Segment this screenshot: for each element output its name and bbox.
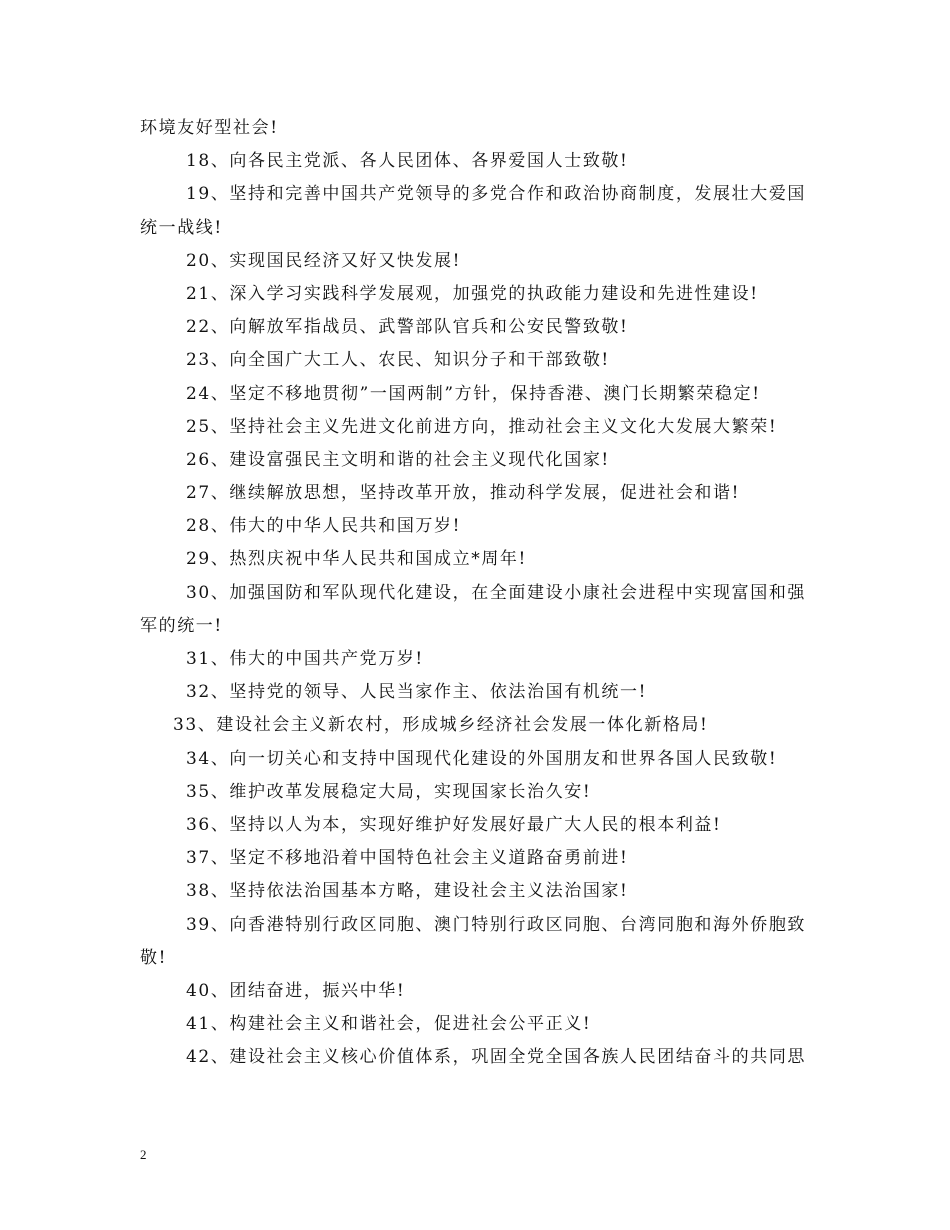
document-body xyxy=(140,112,820,1074)
slogan-item: 37、坚定不移地沿着中国特色社会主义道路奋勇前进! xyxy=(186,848,629,869)
slogan-item: 24、坚定不移地贯彻”一国两制”方针，保持香港、澳门长期繁荣稳定! xyxy=(186,383,761,404)
text-line: 军的统一! xyxy=(140,615,223,636)
text-line: 统一战线! xyxy=(140,217,223,238)
slogan-item: 31、伟大的中国共产党万岁! xyxy=(186,649,424,669)
slogan-item: 22、向解放军指战员、武警部队官兵和公安民警致敬! xyxy=(186,317,629,338)
slogan-item: 35、维护改革发展稳定大局，实现国家长治久安! xyxy=(186,781,592,802)
slogan-item: 26、建设富强民主文明和谐的社会主义现代化国家! xyxy=(186,449,610,470)
slogan-item: 33、建设社会主义新农村，形成城乡经济社会发展一体化新格局! xyxy=(173,715,709,736)
text-line: 敬! xyxy=(140,947,168,968)
slogan-item: 20、实现国民经济又好又快发展! xyxy=(186,250,462,271)
slogan-item: 40、团结奋进，振兴中华! xyxy=(186,980,406,1001)
page-number: 2 xyxy=(140,1147,147,1162)
slogan-item: 36、坚持以人为本，实现好维护好发展好最广大人民的根本利益! xyxy=(186,814,722,835)
slogan-item: 32、坚持党的领导、人民当家作主、依法治国有机统一! xyxy=(186,682,648,703)
slogan-item: 21、深入学习实践科学发展观，加强党的执政能力建设和先进性建设! xyxy=(186,283,759,304)
slogan-item: 39、向香港特别行政区同胞、澳门特别行政区同胞、台湾同胞和海外侨胞致 xyxy=(186,914,807,935)
text-line: 环境友好型社会! xyxy=(140,118,279,138)
slogan-item: 19、坚持和完善中国共产党领导的多党合作和政治协商制度，发展壮大爱国 xyxy=(186,184,807,205)
slogan-item: 29、热烈庆祝中华人民共和国成立*周年! xyxy=(186,549,527,570)
slogan-item: 34、向一切关心和支持中国现代化建设的外国朋友和世界各国人民致敬! xyxy=(186,748,778,769)
slogan-item: 25、坚持社会主义先进文化前进方向，推动社会主义文化大发展大繁荣! xyxy=(186,416,778,437)
slogan-item: 23、向全国广大工人、农民、知识分子和干部致敬! xyxy=(186,350,610,371)
slogan-item: 41、构建社会主义和谐社会，促进社会公平正义! xyxy=(186,1014,592,1035)
slogan-item: 28、伟大的中华人民共和国万岁! xyxy=(186,516,462,537)
slogan-item: 27、继续解放思想，坚持改革开放，推动科学发展，促进社会和谐! xyxy=(186,483,741,504)
slogan-item: 30、加强国防和军队现代化建设，在全面建设小康社会进程中实现富国和强 xyxy=(186,582,807,603)
slogan-item: 18、向各民主党派、各人民团体、各界爱国人士致敬! xyxy=(186,151,629,172)
slogan-item: 42、建设社会主义核心价值体系，巩固全党全国各族人民团结奋斗的共同思 xyxy=(186,1047,807,1068)
slogan-item: 38、坚持依法治国基本方略，建设社会主义法治国家! xyxy=(186,881,629,902)
